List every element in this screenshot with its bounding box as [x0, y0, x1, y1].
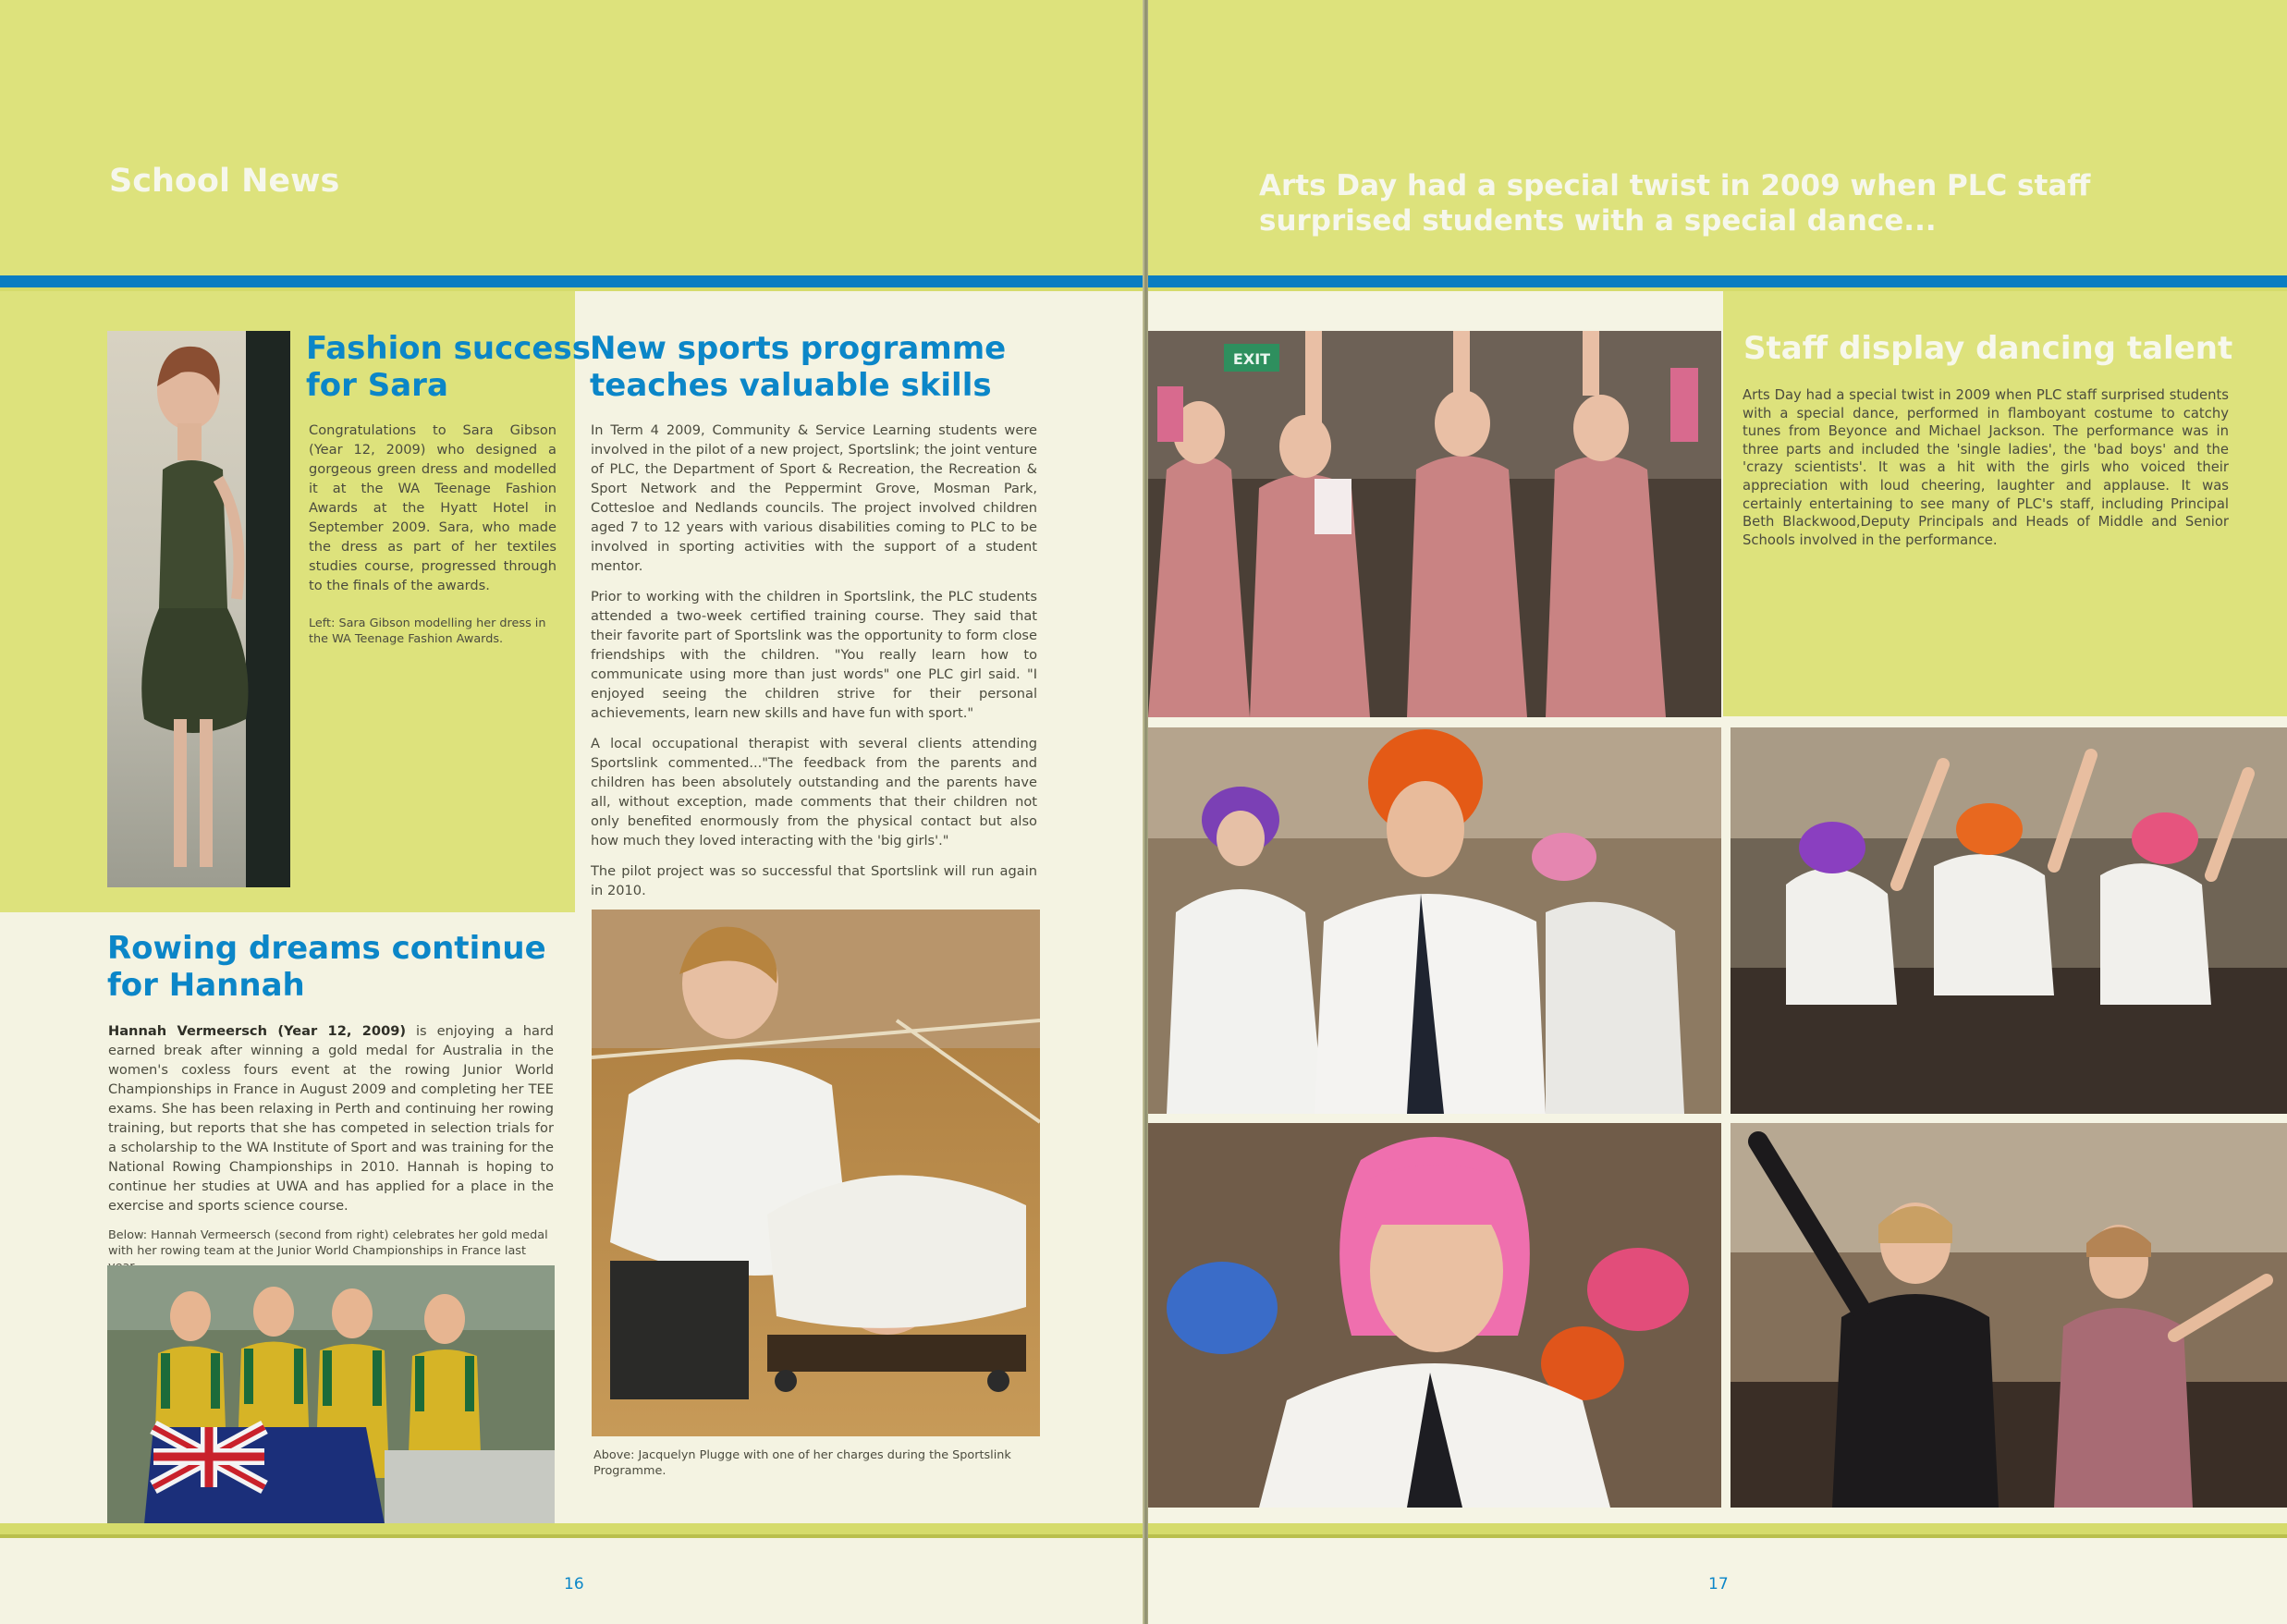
fashion-paragraph: Congratulations to Sara Gibson (Year 12, 2009) who designed a gorgeous green dress and modelled it at the WA Teenage Fashion Awards at the Hyatt Hotel in September 2009. Sara, who made the dress as part of her textiles studies course, progressed through to the finals of the awards.	[309, 422, 556, 593]
rowing-paragraph	[108, 1021, 554, 1215]
sports-paragraph: The pilot project was so successful that Sportslink will run again in 2010.	[591, 863, 1037, 898]
exit-sign: EXIT	[1232, 350, 1271, 368]
rowing-text: is enjoying a hard earned break after winning a gold medal for Australia in the women's coxless fours event at the rowing Junior World Championships in France in August 2009 and completing her TEE exams. She has been relaxing in Perth and continuing her rowing training, but reports that she has competed in selection trials for a scholarship to the WA Institute of Sport and was training for the National Rowing Championships in 2010. Hannah is hoping to continue her studies at UWA and has applied for a place in the exercise and sports science course.	[108, 1023, 554, 1214]
page-number: 17	[1708, 1575, 1729, 1593]
rowing-heading	[107, 930, 546, 1004]
sports-paragraph: Prior to working with the children in Sportslink, the PLC students attended a two-week certified training course. They said that their favorite part of Sportslink was the opportunity to form close friendships with the children. "You really learn how to communicate using more than just words" one PLC girl said. "I enjoyed seeing the children strive for their personal achievements, learn new skills and have fun with sport."	[591, 589, 1037, 721]
staff-heading: Staff display dancing talent	[1743, 330, 2233, 367]
banner-title: Arts Day had a special twist in 2009 when PLC staff surprised students with a special dance...	[1259, 169, 2091, 238]
bottom-band-shadow	[0, 1534, 1144, 1538]
sportslink-photo	[592, 910, 1040, 1436]
heading-line: for Sara	[306, 367, 448, 404]
heading-line: Fashion success	[306, 330, 591, 367]
sports-heading	[590, 330, 1006, 404]
banner	[1148, 0, 2287, 275]
fashion-caption: Left: Sara Gibson modelling her dress in the WA Teenage Fashion Awards.	[309, 617, 546, 646]
rowing-team-photo	[107, 1265, 555, 1524]
bottom-band	[0, 1523, 1144, 1534]
rowing-lead: Hannah Vermeersch (Year 12, 2009)	[108, 1023, 407, 1039]
blue-rule	[0, 275, 1144, 287]
single-ladies-photo	[1148, 331, 1721, 717]
right-page	[1148, 0, 2287, 1624]
sports-paragraph: A local occupational therapist with several clients attending Sportslink commented..."The feedback from the parents and children has been absolutely outstanding and the parents have all, without exception, made comments that their children not only benefited enormously from the physical contact but also how much they loved interacting with the 'big girls'."	[591, 736, 1037, 849]
crowd-dance-photo	[1731, 727, 2287, 1114]
heading-line: Rowing dreams continue	[107, 930, 546, 967]
page-number: 16	[564, 1575, 584, 1593]
bottom-band	[1148, 1523, 2287, 1534]
bottom-band-shadow	[1148, 1534, 2287, 1538]
staff-paragraph: Arts Day had a special twist in 2009 when PLC staff surprised students with a special dance, performed in flamboyant costume to catchy tunes from Beyonce and Michael Jackson. The performance was in three parts and included the 'single ladies', the 'bad boys' and the 'crazy scientists'. It was a hit with the girls who voiced their appreciation with loud cheering, laughter and applause. It was certainly entertaining to see many of PLC's staff, including Principal Beth Blackwood,Deputy Principals and Heads of Middle and Senior Schools involved in the performance.	[1743, 387, 2229, 548]
fashion-body	[309, 421, 556, 606]
banner	[0, 0, 1144, 275]
heading-line: New sports programme	[590, 330, 1007, 367]
rowing-caption: Below: Hannah Vermeersch (second from right) celebrates her gold medal with her rowing team at the Junior World Championships in France last	[108, 1228, 548, 1258]
pink-wig-photo	[1148, 1123, 1721, 1508]
staff-body	[1743, 386, 2229, 560]
heading-line: for Hannah	[107, 967, 305, 1004]
sportslink-caption: Above: Jacquelyn Plugge with one of her charges during the Sportslink Programme.	[593, 1448, 1011, 1478]
crazy-scientists-photo	[1148, 727, 1721, 1114]
sports-paragraph: In Term 4 2009, Community & Service Learning students were involved in the pilot of a new project, Sportslink; the joint venture of PLC, the Department of Sport & Recreation, the Recreation & Sport Network and the Peppermint Grove, Mosman Park, Cottesloe and Nedlands councils. The project involved children aged 7 to 12 years with various disabilities coming to PLC to be involved in sporting activities with the support of a student mentor.	[591, 422, 1037, 574]
banner-title: School News	[109, 163, 340, 200]
heading-line: teaches valuable skills	[590, 367, 992, 404]
sara-photo	[107, 331, 290, 887]
staff-dance-photo	[1731, 1123, 2287, 1508]
rowing-body	[108, 1021, 554, 1227]
fashion-heading	[306, 330, 591, 404]
sports-body	[591, 421, 1037, 911]
blue-rule	[1148, 275, 2287, 287]
